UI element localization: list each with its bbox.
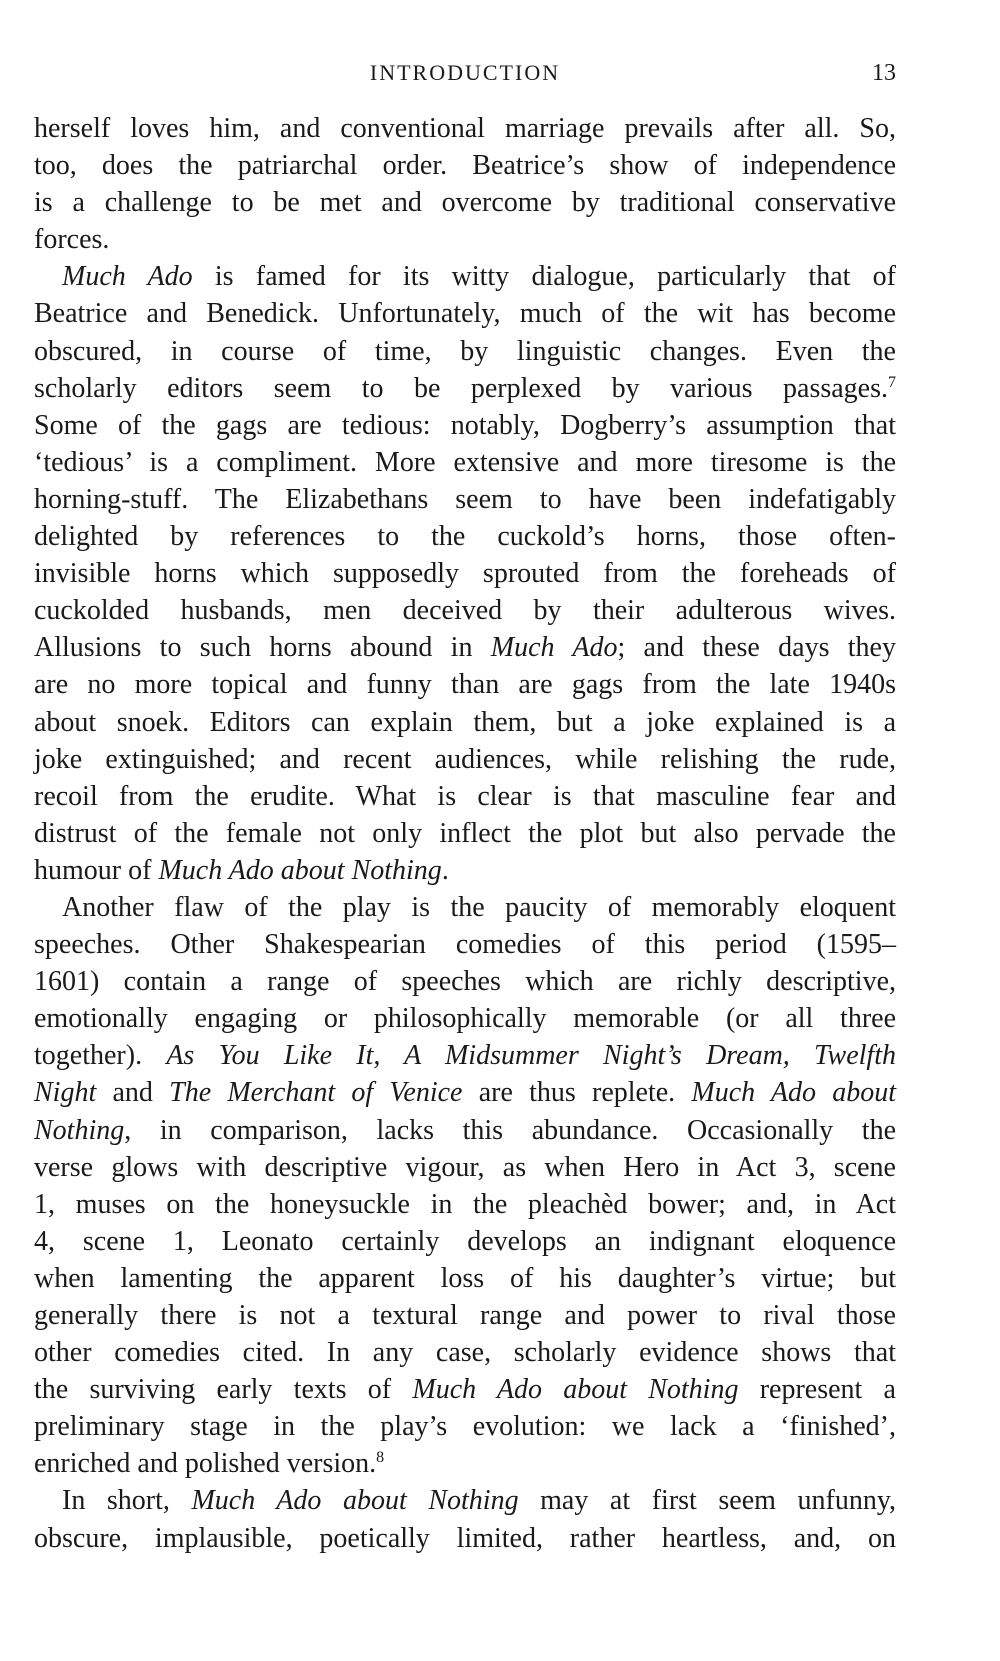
text-run: verse glows with descriptive vigour, as when Hero in Act 3, scene	[34, 1151, 896, 1183]
text-line	[34, 1112, 896, 1149]
text-line	[34, 1520, 896, 1557]
text-run: speeches. Other Shakespearian comedies of this period (1595–	[34, 929, 896, 961]
text-run: Allusions to such horns abound in	[34, 632, 491, 664]
text-run: too, does the patriarchal order. Beatrice’s show of independence	[34, 150, 896, 182]
text-line	[34, 444, 896, 481]
text-line	[34, 1223, 896, 1260]
text-line	[34, 333, 896, 370]
paragraph	[34, 889, 896, 1483]
italic-title: Much Ado about	[691, 1077, 896, 1109]
italic-title: Much Ado about Nothing	[412, 1374, 739, 1406]
italic-title: Much Ado	[62, 261, 193, 293]
text-run: ‘tedious’ is a compliment. More extensive and more tiresome is the	[34, 446, 896, 478]
text-run: other comedies cited. In any case, scholarly evidence shows that	[34, 1337, 896, 1369]
italic-title: Much Ado	[490, 632, 618, 664]
text-run: and	[96, 1077, 170, 1109]
text-run: the surviving early texts of	[34, 1374, 413, 1406]
text-run: are no more topical and funny than are gags from the late 1940s	[34, 669, 896, 701]
text-line	[34, 1445, 896, 1482]
footnote-marker: 8	[376, 1449, 385, 1467]
italic-title: As You Like It, A Midsummer Night’s Dream, Twelfth	[166, 1040, 896, 1072]
text-run: , in comparison, lacks this abundance. Occasionally the	[124, 1114, 896, 1146]
text-line	[34, 110, 896, 147]
text-run: cuckolded husbands, men deceived by their adulterous wives.	[34, 595, 896, 627]
text-line	[34, 1371, 896, 1408]
paragraph	[34, 1482, 896, 1556]
text-line	[34, 815, 896, 852]
text-line	[34, 221, 896, 258]
text-line	[34, 1482, 896, 1519]
text-line	[34, 629, 896, 666]
text-run: scholarly editors seem to be perplexed by various passages.	[34, 372, 888, 404]
text-line	[34, 1334, 896, 1371]
text-run: is a challenge to be met and overcome by traditional conservative	[34, 187, 896, 219]
text-line	[34, 852, 896, 889]
running-head	[34, 60, 896, 94]
text-line	[34, 555, 896, 592]
text-line	[34, 184, 896, 221]
text-run: about snoek. Editors can explain them, but a joke explained is a	[34, 706, 896, 738]
text-line	[34, 889, 896, 926]
text-run: ; and these days they	[617, 632, 896, 664]
running-head-title: INTRODUCTION	[369, 60, 561, 85]
text-run: are thus replete.	[462, 1077, 692, 1109]
text-run: 4, scene 1, Leonato certainly develops an indignant eloquence	[34, 1225, 896, 1257]
text-line	[34, 963, 896, 1000]
text-run: Some of the gags are tedious: notably, Dogberry’s assumption that	[34, 409, 896, 441]
text-run: joke extinguished; and recent audiences, while relishing the rude,	[34, 743, 896, 775]
text-line	[34, 666, 896, 703]
text-run: .	[441, 854, 449, 886]
text-run: distrust of the female not only inflect the plot but also pervade the	[34, 817, 896, 849]
text-line	[34, 1408, 896, 1445]
text-line	[34, 1149, 896, 1186]
text-line	[34, 1260, 896, 1297]
text-run: may at first seem unfunny,	[518, 1485, 897, 1517]
italic-title: Nothing	[34, 1114, 125, 1146]
italic-title: Much Ado about Nothing	[158, 854, 442, 886]
text-run: obscured, in course of time, by linguistic changes. Even the	[34, 335, 896, 367]
text-run: forces.	[34, 224, 110, 256]
text-line	[34, 1037, 896, 1074]
italic-title: The Merchant of Venice	[169, 1077, 463, 1109]
text-line	[34, 295, 896, 332]
text-line	[34, 407, 896, 444]
page-number: 13	[872, 60, 896, 86]
text-line	[34, 518, 896, 555]
text-line	[34, 370, 896, 407]
text-line	[34, 926, 896, 963]
italic-title: Much Ado about Nothing	[191, 1485, 519, 1517]
text-run: 1601) contain a range of speeches which are richly descriptive,	[34, 966, 896, 998]
text-line	[34, 592, 896, 629]
text-line	[34, 741, 896, 778]
text-run: obscure, implausible, poetically limited, rather heartless, and, on	[34, 1522, 896, 1554]
text-run: preliminary stage in the play’s evolution: we lack a ‘finished’,	[34, 1411, 896, 1443]
text-run: Another flaw of the play is the paucity of memorably eloquent	[62, 891, 896, 923]
text-run: herself loves him, and conventional marriage prevails after all. So,	[34, 113, 896, 144]
text-run: invisible horns which supposedly sprouted from the foreheads of	[34, 558, 896, 590]
text-run: generally there is not a textural range and power to rival those	[34, 1300, 896, 1331]
text-line	[34, 778, 896, 815]
text-line	[34, 1186, 896, 1223]
italic-title: Night	[34, 1077, 97, 1109]
text-run: when lamenting the apparent loss of his daughter’s virtue; but	[34, 1262, 896, 1294]
text-line	[34, 481, 896, 518]
text-line	[34, 1000, 896, 1037]
text-line	[34, 1074, 896, 1111]
text-line	[34, 704, 896, 741]
text-run: enriched and polished version.	[34, 1448, 377, 1480]
paragraph	[34, 110, 896, 258]
text-run: emotionally engaging or philosophically memorable (or all three	[34, 1003, 896, 1035]
footnote-marker: 7	[888, 373, 896, 391]
text-run: humour of	[34, 854, 159, 886]
text-run: Beatrice and Benedick. Unfortunately, much of the wit has become	[34, 298, 896, 330]
text-run: horning-stuff. The Elizabethans seem to have been indefatigably	[34, 483, 896, 515]
text-run: delighted by references to the cuckold’s horns, those often-	[34, 521, 896, 553]
text-line	[34, 258, 896, 295]
text-run: together).	[34, 1040, 167, 1072]
text-run: 1, muses on the honeysuckle in the pleachèd bower; and, in Act	[34, 1188, 896, 1220]
text-run: recoil from the erudite. What is clear is that masculine fear and	[34, 780, 896, 812]
text-line	[34, 1297, 896, 1334]
text-run: In short,	[62, 1485, 192, 1517]
paragraph	[34, 258, 896, 889]
text-run: is famed for its witty dialogue, particularly that of	[192, 261, 896, 293]
text-line	[34, 147, 896, 184]
text-run: represent a	[738, 1374, 896, 1406]
body-text	[34, 110, 896, 1557]
